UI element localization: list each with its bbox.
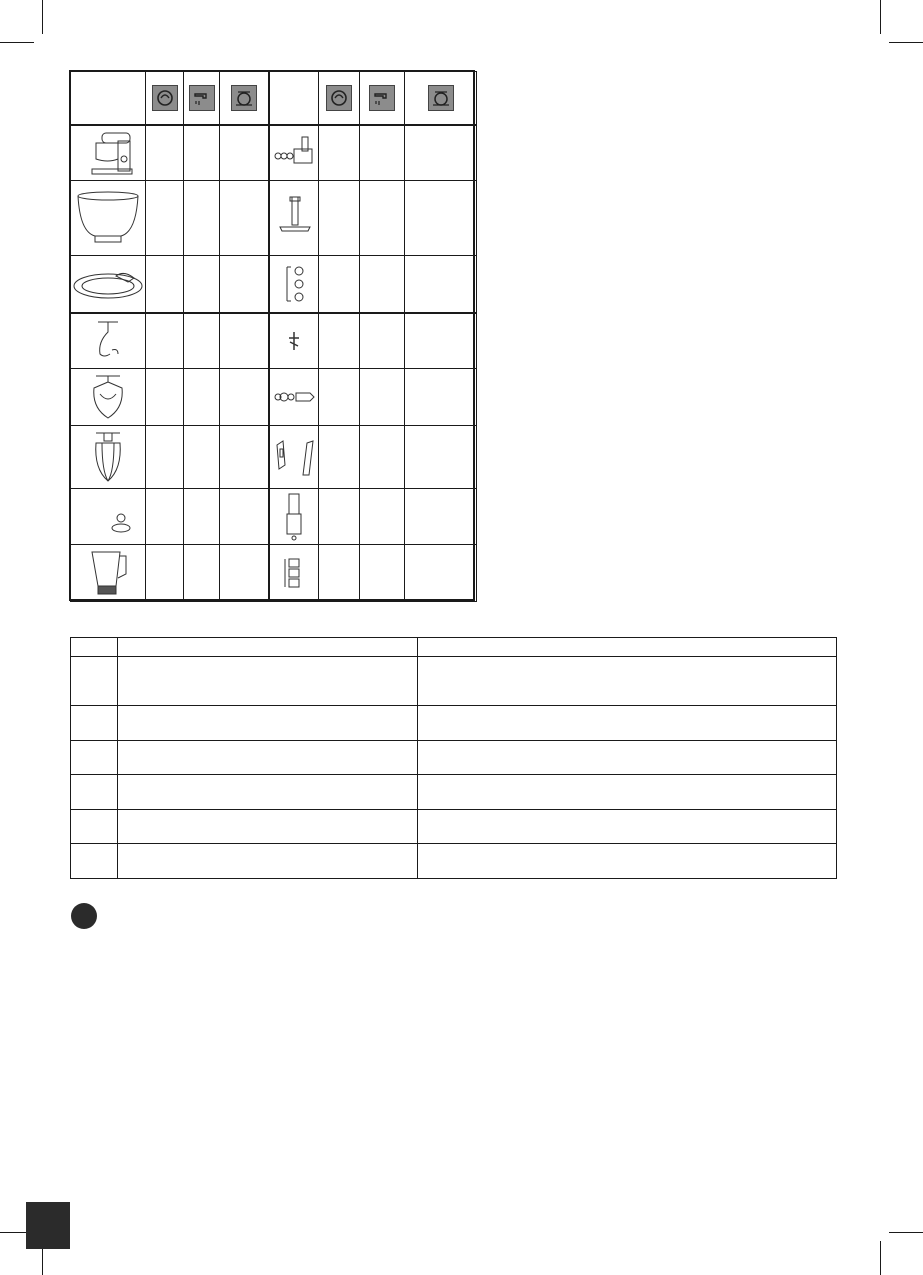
part-cell [71, 489, 146, 545]
table-cell [184, 426, 220, 489]
dishwasher-rack-icon [428, 85, 454, 111]
table-cell [220, 489, 269, 545]
crop-mark [889, 1232, 923, 1233]
part-cell [71, 426, 146, 489]
header-blank [269, 72, 319, 125]
grater-housing-icon [281, 492, 307, 542]
crop-mark [0, 42, 34, 43]
header-cell [319, 72, 360, 125]
table-cell [319, 313, 360, 369]
table-cell [405, 256, 477, 313]
sausage-attachment-icon [272, 387, 316, 407]
table-cell [71, 657, 118, 706]
header-blank [71, 72, 146, 125]
table-cell [146, 545, 184, 602]
dough-hook-icon [88, 318, 128, 364]
table-row [71, 741, 837, 775]
table-cell [146, 489, 184, 545]
table-row [71, 810, 837, 844]
mixing-bowl-icon [75, 188, 141, 248]
table-cell [319, 125, 360, 181]
table-cell [118, 775, 418, 810]
table-cell [146, 369, 184, 426]
table-cell [146, 125, 184, 181]
part-cell [269, 256, 319, 313]
header-cell [360, 72, 405, 125]
grater-drums-icon [281, 555, 307, 591]
flat-beater-icon [86, 372, 130, 422]
part-cell [71, 125, 146, 181]
table-cell [360, 489, 405, 545]
tap-rinse-icon [189, 85, 215, 111]
table-cell [360, 256, 405, 313]
part-cell [269, 369, 319, 426]
table-cell [220, 545, 269, 602]
table-cell [360, 181, 405, 256]
whisk-icon [86, 429, 130, 485]
part-cell [269, 489, 319, 545]
part-cell [269, 545, 319, 602]
table-cell [405, 181, 477, 256]
table-cell [405, 545, 477, 602]
table-row [71, 256, 477, 313]
table-cell [405, 369, 477, 426]
table-row [71, 426, 477, 489]
table-cell [418, 810, 837, 844]
header-cell [220, 72, 269, 125]
table-cell [405, 313, 477, 369]
table-cell [220, 256, 269, 313]
table-row [71, 657, 837, 706]
table-cell [360, 545, 405, 602]
table-cell [118, 844, 418, 879]
mixer-base-icon [78, 129, 138, 177]
table-cell [184, 545, 220, 602]
outlet-cap-icon [109, 510, 133, 536]
part-cell [71, 181, 146, 256]
header-cell [405, 72, 477, 125]
part-cell [71, 545, 146, 602]
table-cell [360, 313, 405, 369]
troubleshooting-table [70, 637, 837, 879]
dishwasher-safe-icon [152, 85, 178, 111]
cutting-blade-icon [284, 328, 304, 354]
table-cell [146, 181, 184, 256]
part-cell [269, 426, 319, 489]
table-cell [220, 369, 269, 426]
part-cell [269, 181, 319, 256]
table-row [71, 489, 477, 545]
table-cell [319, 256, 360, 313]
splash-guard-icon [72, 266, 144, 302]
part-cell [269, 125, 319, 181]
part-cell [71, 369, 146, 426]
table-cell [418, 638, 837, 657]
table-cell [319, 545, 360, 602]
mincing-plates-icon [279, 263, 309, 305]
part-cell [71, 313, 146, 369]
table-cell [319, 489, 360, 545]
crop-mark [880, 1241, 881, 1275]
table-cell [71, 844, 118, 879]
table-cell [360, 125, 405, 181]
table-cell [71, 775, 118, 810]
table-cell [146, 426, 184, 489]
table-cell [118, 741, 418, 775]
table-row [71, 313, 477, 369]
table-cell [184, 313, 220, 369]
part-cell [71, 256, 146, 313]
cleaning-table [70, 71, 477, 602]
table-cell [118, 657, 418, 706]
table-cell [118, 706, 418, 741]
page-number-tab [26, 1202, 70, 1249]
table-cell [71, 741, 118, 775]
table-cell [418, 844, 837, 879]
table-cell [360, 426, 405, 489]
table-cell [220, 313, 269, 369]
table-cell [220, 125, 269, 181]
table-row [71, 369, 477, 426]
table-cell [184, 181, 220, 256]
crop-mark [889, 42, 923, 43]
part-cell [269, 313, 319, 369]
table-cell [418, 741, 837, 775]
table-row [71, 125, 477, 181]
table-cell [405, 125, 477, 181]
table-cell [71, 638, 118, 657]
table-row [71, 844, 837, 879]
table-cell [184, 256, 220, 313]
crop-mark [42, 0, 43, 34]
table-cell [405, 426, 477, 489]
table-cell [184, 489, 220, 545]
table-cell [319, 426, 360, 489]
dishwasher-safe-icon [326, 85, 352, 111]
table-cell [184, 369, 220, 426]
meat-grinder-icon [272, 133, 316, 173]
table-cell [146, 256, 184, 313]
kebbe-attachment-icon [271, 435, 317, 479]
header-row [71, 72, 477, 125]
table-cell [71, 810, 118, 844]
blender-jug-icon [86, 548, 130, 598]
crop-mark [880, 0, 881, 34]
table-row [71, 545, 477, 602]
tap-rinse-icon [369, 85, 395, 111]
header-cell [184, 72, 220, 125]
header-cell [146, 72, 184, 125]
table-cell [184, 125, 220, 181]
table-cell [71, 706, 118, 741]
table-cell [118, 810, 418, 844]
table-cell [418, 706, 837, 741]
table-cell [220, 426, 269, 489]
warning-bullet-icon [71, 903, 97, 929]
table-cell [418, 775, 837, 810]
table-header-row [71, 638, 837, 657]
table-cell [146, 313, 184, 369]
table-cell [220, 181, 269, 256]
table-cell [118, 638, 418, 657]
table-cell [319, 369, 360, 426]
food-pusher-icon [274, 193, 314, 243]
table-row [71, 706, 837, 741]
dishwasher-rack-icon [231, 85, 257, 111]
table-row [71, 775, 837, 810]
table-row [71, 181, 477, 256]
table-cell [319, 181, 360, 256]
table-cell [405, 489, 477, 545]
table-cell [418, 657, 837, 706]
table-cell [360, 369, 405, 426]
